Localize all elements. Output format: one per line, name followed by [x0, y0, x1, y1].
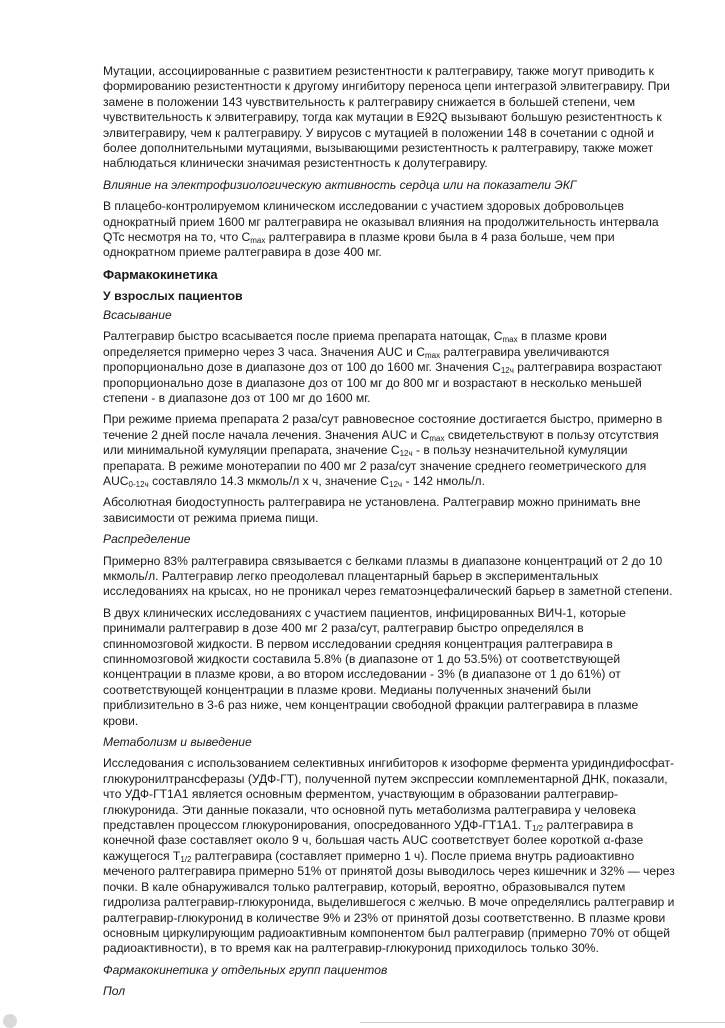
subscript: 0-12ч: [128, 479, 149, 489]
body-paragraph: [103, 64, 675, 172]
text-run: ралтегравира в конечной фазе составляет около 9 ч, большая часть AUC соответствует более короткой α-фазе кажущегося T: [103, 818, 644, 863]
text-run: ралтегравира (составляет примерно 1 ч). После приема внутрь радиоактивно меченого ралтегравира примерно 51% от принятой дозы выводилось через кишечник и 32% — через почки. В кале обнаруживался только ралтегравир, который, вероятно, образовывался путем гидролиза ралтегравир-глюкуронида, выделившегося с желчью. В моче определялись ралтегравир и ралтегравир-глюкуронид в количестве 9% и 23% от принятой дозы соответственно. В плазме крови основным циркулирующим радиоактивным компонентом был ралтегравир (примерно 70% от общей радиоактивности), в то время как на ралтегравир-глюкуронид приходилось только 30%.: [103, 848, 675, 956]
body-paragraph: [103, 756, 675, 956]
document-body: [103, 64, 675, 1006]
scan-artifact: [360, 1022, 725, 1023]
subscript: 12ч: [389, 479, 403, 489]
italic-subheading: [103, 178, 675, 193]
subscript: max: [424, 350, 441, 360]
section-heading: [103, 267, 675, 283]
subscript: 1/2: [531, 824, 544, 834]
italic-subheading: [103, 532, 675, 547]
text-run: ралтегравира возрастают пропорционально дозе в диапазоне доз от 100 мг до 800 мг и возрастают в несколько меньшей степени - в диапазоне доз от 100 мг до 1600 мг.: [103, 360, 663, 405]
text-run: составляло 14.3 мкмоль/л х ч, значение C: [148, 473, 390, 488]
subscript: max: [250, 236, 266, 246]
scan-artifact: [3, 1014, 17, 1028]
text-run: ралтегравира в плазме крови была в 4 раза больше, чем при однократном приеме ралтегравира в дозе 400 мг.: [103, 230, 615, 260]
italic-subheading: [103, 963, 675, 978]
text-run: ралтегравира увеличиваются пропорционально дозе в диапазоне доз от 100 до 1600 мг. Значения C: [103, 344, 610, 375]
text-run: Метаболизм и выведение: [103, 735, 252, 750]
text-run: В двух клинических исследованиях с участием пациентов, инфицированных ВИЧ-1, которые принимали ралтегравир в дозе 400 мг 2 раза/сут, ралтегравир быстро определялся в спинномозговой жидкости. В первом исследовании средняя концентрация ралтегравира в спинномозговой жидкости составила 5.8% (в диапазоне от 1 до 53.5%) от соответствующей концентрации в плазме крови, а во втором исследовании - 3% (в диапазоне от 1 до 61%) от соответствующей концентрации в плазме крови. Медианы полученных значений были приблизительно в 3-6 раз ниже, чем концентрации свободной фракции ралтегравира в плазме крови.: [103, 605, 639, 728]
italic-subheading: [103, 735, 675, 750]
subsection-heading: [103, 289, 675, 304]
text-run: свидетельствуют в пользу отсутствия или минимальной кумуляции препарата, значение C: [103, 427, 659, 458]
body-paragraph: [103, 329, 675, 406]
subscript: max: [502, 335, 518, 345]
text-run: Абсолютная биодоступность ралтегравира не установлена. Ралтегравир можно принимать вне зависимости от режима приема пищи.: [103, 495, 641, 525]
text-run: У взрослых пациентов: [103, 288, 243, 303]
body-paragraph: [103, 199, 675, 261]
text-run: Фармакокинетика: [103, 266, 218, 282]
text-run: Всасывание: [103, 307, 172, 322]
subscript: 12ч: [399, 449, 413, 459]
text-run: - 142 нмоль/л.: [402, 473, 485, 488]
text-run: в плазме крови определяется примерно через 3 часа. Значения AUC и C: [103, 329, 607, 359]
text-run: В плацебо-контролируемом клиническом исследовании с участием здоровых добровольцев однократный прием 1600 мг ралтегравира не оказывал влияния на продолжительность интервала QTc несмотря на то, что C: [103, 199, 659, 245]
italic-subheading: [103, 984, 675, 999]
text-run: Распределение: [103, 532, 191, 547]
text-run: Ралтегравир быстро всасывается после приема препарата натощак, C: [103, 329, 503, 344]
subscript: max: [429, 433, 445, 443]
body-paragraph: [103, 412, 675, 489]
text-run: Влияние на электрофизиологическую активность сердца или на показатели ЭКГ: [103, 177, 577, 192]
body-paragraph: [103, 554, 675, 600]
subscript: 1/2: [180, 854, 192, 864]
text-run: При режиме приема препарата 2 раза/сут равновесное состояние достигается быстро, примерно в течение 2 дней после начала лечения. Значения AUC и C: [103, 412, 663, 442]
text-run: Мутации, ассоциированные с развитием резистентности к ралтегравиру, также могут приводить к формированию резистентности к другому ингибитору переноса цепи интегразой элвитегравиру. При замене в положении 143 чувствительность к ралтегравиру снижается в большей степени, чем чувствительность к элвитегравиру, тогда как мутации в E92Q вызывают большую резистентность к элвитегравиру, чем к ралтегравиру. У вирусов с мутацией в положении 148 в сочетании с одной и более дополнительными мутациями, вызывающими резистентность к ралтегравиру, также может наблюдаться клинически значимая резистентность к долутегравиру.: [103, 64, 670, 171]
body-paragraph: [103, 495, 675, 526]
text-run: Примерно 83% ралтегравира связывается с белками плазмы в диапазоне концентраций от 2 до 10 мкмоль/л. Ралтегравир легко преодолевал плацентарный барьер в экспериментальных исследованиях на крысах, но не проникал через гематоэнцефалический барьер в заметной степени.: [103, 553, 673, 599]
body-paragraph: [103, 606, 675, 729]
text-run: Пол: [103, 984, 126, 999]
italic-subheading: [103, 308, 675, 323]
subscript: 12ч: [500, 366, 514, 376]
text-run: Фармакокинетика у отдельных групп пациентов: [103, 962, 388, 977]
text-run: Исследования с использованием селективных ингибиторов к изоформе фермента уридиндифосфат-глюкуронилтрансферазы (УДФ-ГТ), полученной путем экспрессии комплементарной ДНК, показали, что УДФ-ГТ1А1 является основным ферментом, участвующим в образовании ралтегравир-глюкуронида. Эти данные показали, что основной путь метаболизма ралтегравира у человека представлен процессом глюкуронирования, опосредованного УДФ-ГТ1А1. T: [103, 756, 675, 833]
text-run: - в пользу незначительной кумуляции препарата. В режиме монотерапии по 400 мг 2 раза/сут значение среднего геометрического для AUC: [103, 443, 647, 488]
